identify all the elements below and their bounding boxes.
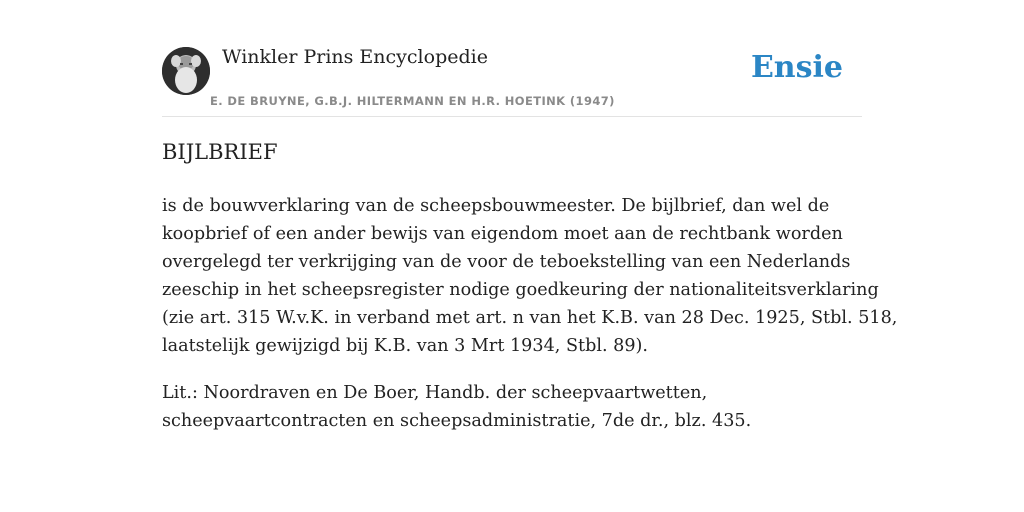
literature-line: scheepvaartcontracten en scheepsadministratie, 7de dr., blz. 435. — [162, 411, 752, 431]
ensie-logo-link[interactable]: Ensie — [750, 50, 843, 85]
entry-title: BIJLBRIEF — [162, 140, 278, 164]
source-authors: E. DE BRUYNE, G.B.J. HILTERMANN EN H.R. HOETINK (1947) — [210, 94, 615, 108]
definition-line: zeeschip in het scheepsregister nodige goedkeuring der nationaliteitsverklaring — [162, 280, 879, 300]
definition-line: overgelegd ter verkrijging van de voor de teboekstelling van een Nederlands — [162, 252, 851, 272]
source-title[interactable]: Winkler Prins Encyclopedie — [222, 46, 488, 68]
definition-line: koopbrief of een ander bewijs van eigendom moet aan de rechtbank worden — [162, 224, 843, 244]
definition-line: (zie art. 315 W.v.K. in verband met art. n van het K.B. van 28 Dec. 1925, Stbl. 518, — [162, 308, 898, 328]
definition-line: laatstelijk gewijzigd bij K.B. van 3 Mrt 1934, Stbl. 89). — [162, 336, 648, 356]
definition-line: is de bouwverklaring van de scheepsbouwmeester. De bijlbrief, dan wel de — [162, 196, 830, 216]
author-portrait-avatar[interactable] — [162, 47, 210, 95]
entry-body — [162, 192, 898, 454]
source-header — [162, 40, 862, 117]
literature-paragraph — [162, 379, 862, 435]
portrait-photo-icon — [162, 47, 210, 95]
definition-paragraph — [162, 192, 898, 360]
literature-line: Lit.: Noordraven en De Boer, Handb. der scheepvaartwetten, — [162, 383, 708, 403]
